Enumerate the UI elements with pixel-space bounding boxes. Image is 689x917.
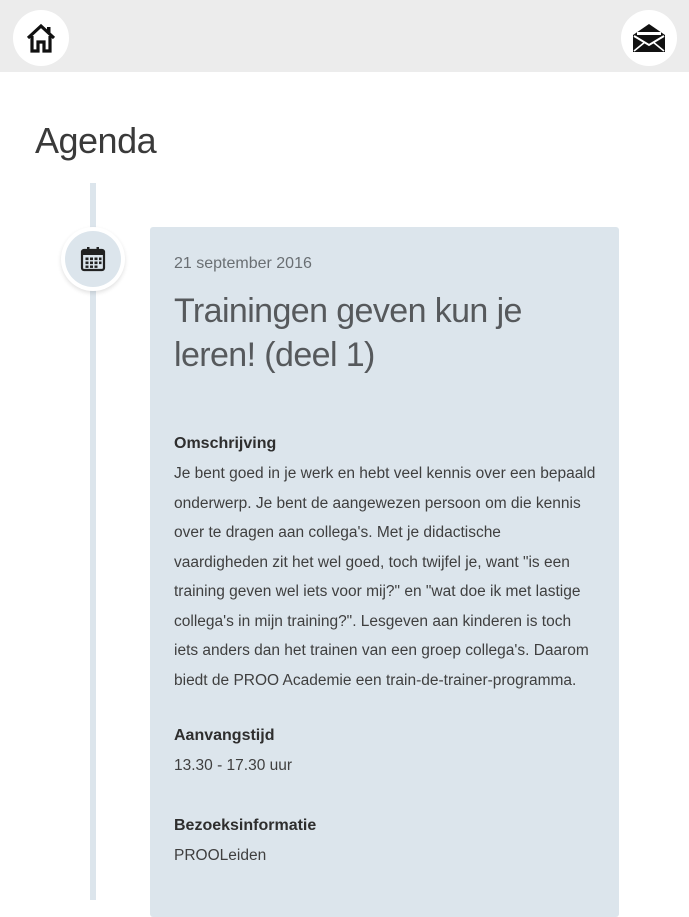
start-time-section	[174, 727, 597, 781]
description-text: Je bent goed in je werk en hebt veel kennis over een bepaald onderwerp. Je bent de aangewezen persoon om die kennis over te dragen aan collega's. Met je didactische vaardigheden zit het wel goed, toch twijfel je, want "is een training geven wel iets voor mij?" en "wat doe ik met lastige collega's in mijn training?". Lesgeven aan kinderen is toch iets anders dan het trainen van een groep collega's. Daarom biedt de PROO Academie een train-de-trainer-programma.	[174, 465, 596, 689]
start-time-label: Aanvangstijd	[174, 727, 275, 744]
event-date: 21 september 2016	[174, 255, 312, 272]
home-icon	[24, 21, 58, 55]
page-title: Agenda	[35, 120, 157, 161]
description-label: Omschrijving	[174, 435, 277, 452]
calendar-icon	[79, 245, 107, 273]
event-card[interactable]	[150, 227, 619, 917]
description-section	[174, 435, 597, 695]
home-button[interactable]	[13, 10, 69, 66]
visit-info-label: Bezoeksinformatie	[174, 816, 317, 834]
mail-button[interactable]	[621, 10, 677, 66]
envelope-icon	[630, 21, 668, 55]
visit-info-section	[174, 817, 597, 871]
timeline-node	[61, 227, 125, 291]
event-title: Trainingen geven kun je leren! (deel 1)	[174, 292, 522, 374]
top-bar	[0, 0, 689, 72]
visit-info-value: PROOLeiden	[174, 846, 267, 864]
start-time-value: 13.30 - 17.30 uur	[174, 757, 293, 774]
